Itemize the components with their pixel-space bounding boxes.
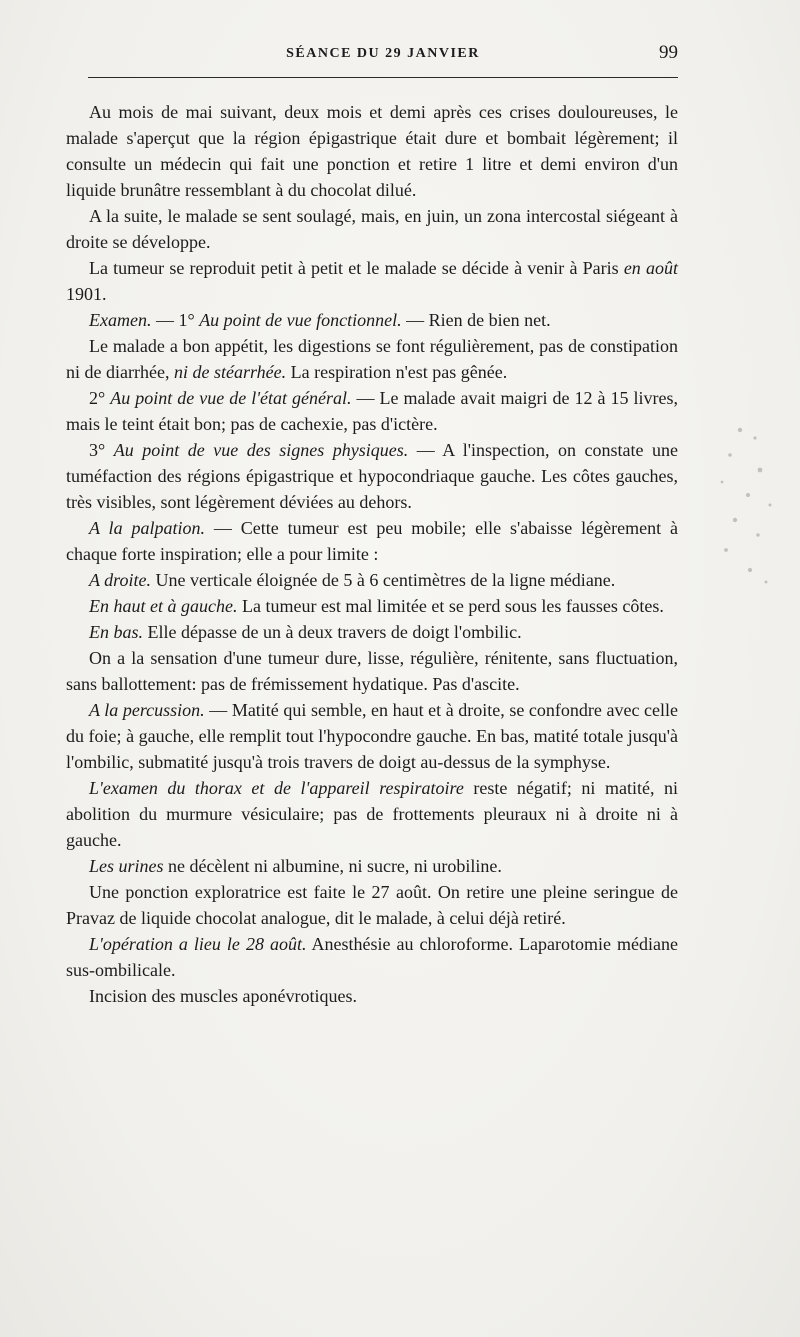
text-run: Le malade a bon appétit, les digestions se font régulièrement, pas de constipation ni de diarrhée, (66, 336, 678, 382)
italic-run: En bas. (89, 622, 143, 642)
text-run: La tumeur est mal limitée et se perd sous les fausses côtes. (237, 596, 664, 616)
text-run: 2° (89, 388, 111, 408)
running-head: SÉANCE DU 29 JANVIER (286, 46, 480, 61)
text-run: Incision des muscles aponévrotiques. (89, 986, 357, 1006)
italic-run: ni de stéarrhée. (173, 362, 287, 382)
text-run: Une ponction exploratrice est faite le 27 août. On retire une pleine seringue de Pravaz de liquide chocolat analogue, dit le malade, à celui déjà retiré. (66, 882, 678, 928)
paragraph (66, 255, 678, 307)
text-run: — 1° (151, 310, 200, 330)
italic-run: En haut et à gauche. (89, 596, 238, 616)
text-run: — Rien de bien net. (401, 310, 551, 330)
page-header (88, 42, 678, 68)
italic-run: Au point de vue fonctionnel. (199, 310, 402, 330)
italic-run: Examen. (89, 310, 152, 330)
margin-stain-decoration (700, 410, 790, 610)
text-run: Anesthésie au chloroforme. Laparotomie médiane sus-ombilicale. (66, 934, 678, 980)
text-run: — Cette tumeur est peu mobile; elle s'abaisse légèrement à chaque forte inspiration; elle a pour limite : (66, 518, 678, 564)
paragraph (66, 619, 678, 645)
text-run: — Le malade avait maigri de 12 à 15 livres, mais le teint était bon; pas de cachexie, pas d'ictère. (66, 388, 679, 434)
italic-run: Au point de vue de l'état général. (110, 388, 352, 408)
text-run: Au mois de mai suivant, deux mois et demi après ces crises douloureuses, le malade s'aperçut que la région épigastrique était dure et bombait légèrement; il consulte un médecin qui fait une ponction et retire 1 litre et demi environ d'un liquide brunâtre ressemblant à du chocolat dilué. (66, 102, 678, 200)
header-rule (88, 77, 678, 78)
paragraph (66, 515, 678, 567)
text-run: ne décèlent ni albumine, ni sucre, ni urobiline. (163, 856, 502, 876)
italic-run: A la palpation. (89, 518, 205, 538)
italic-run: L'opération a lieu le 28 août. (89, 934, 307, 954)
paragraph (66, 99, 678, 203)
text-run: — Matité qui semble, en haut et à droite, se confondre avec celle du foie; à gauche, elle remplit tout l'hypocondre gauche. En bas, matité totale jusqu'à l'ombilic, submatité jusqu'à trois travers de doigt au-dessus de la symphyse. (66, 700, 678, 772)
body-text (66, 99, 678, 1009)
paragraph (66, 931, 678, 983)
text-run: On a la sensation d'une tumeur dure, lisse, régulière, rénitente, sans fluctuation, sans ballottement: pas de frémissement hydatique. Pas d'ascite. (66, 648, 678, 694)
paragraph (66, 437, 678, 515)
text-run: La tumeur se reproduit petit à petit et le malade se décide à venir à Paris (89, 258, 624, 278)
paragraph (66, 879, 678, 931)
italic-run: Les urines (89, 856, 164, 876)
text-run: Elle dépasse de un à deux travers de doigt l'ombilic. (143, 622, 522, 642)
text-run: 1901. (66, 284, 107, 304)
paragraph (66, 853, 678, 879)
text-run: — A l'inspection, on constate une tuméfaction des régions épigastrique et hypocondriaque gauche. Les côtes gauches, très visibles, sont légèrement déviées au dehors. (66, 440, 678, 512)
text-run: A la suite, le malade se sent soulagé, mais, en juin, un zona intercostal siégeant à droite se développe. (66, 206, 678, 252)
paragraph (66, 307, 678, 333)
italic-run: A la percussion. (89, 700, 205, 720)
paragraph (66, 983, 678, 1009)
paragraph (66, 697, 678, 775)
italic-run: Au point de vue des signes physiques. (113, 440, 409, 460)
italic-run: L'examen du thorax et de l'appareil respiratoire (89, 778, 464, 798)
paragraph (66, 645, 678, 697)
text-run: 3° (89, 440, 114, 460)
paragraph (66, 385, 678, 437)
paragraph (66, 593, 678, 619)
paragraph (66, 333, 678, 385)
paragraph (66, 775, 678, 853)
paragraph (66, 203, 678, 255)
page-number: 99 (659, 42, 678, 63)
text-run: reste négatif; ni matité, ni abolition du murmure vésiculaire; pas de frottements pleuraux ni à droite ni à gauche. (66, 778, 678, 850)
text-run: Une verticale éloignée de 5 à 6 centimètres de la ligne médiane. (151, 570, 616, 590)
italic-run: en août (623, 258, 678, 278)
italic-run: A droite. (89, 570, 151, 590)
text-run: La respiration n'est pas gênée. (286, 362, 508, 382)
paragraph (66, 567, 678, 593)
